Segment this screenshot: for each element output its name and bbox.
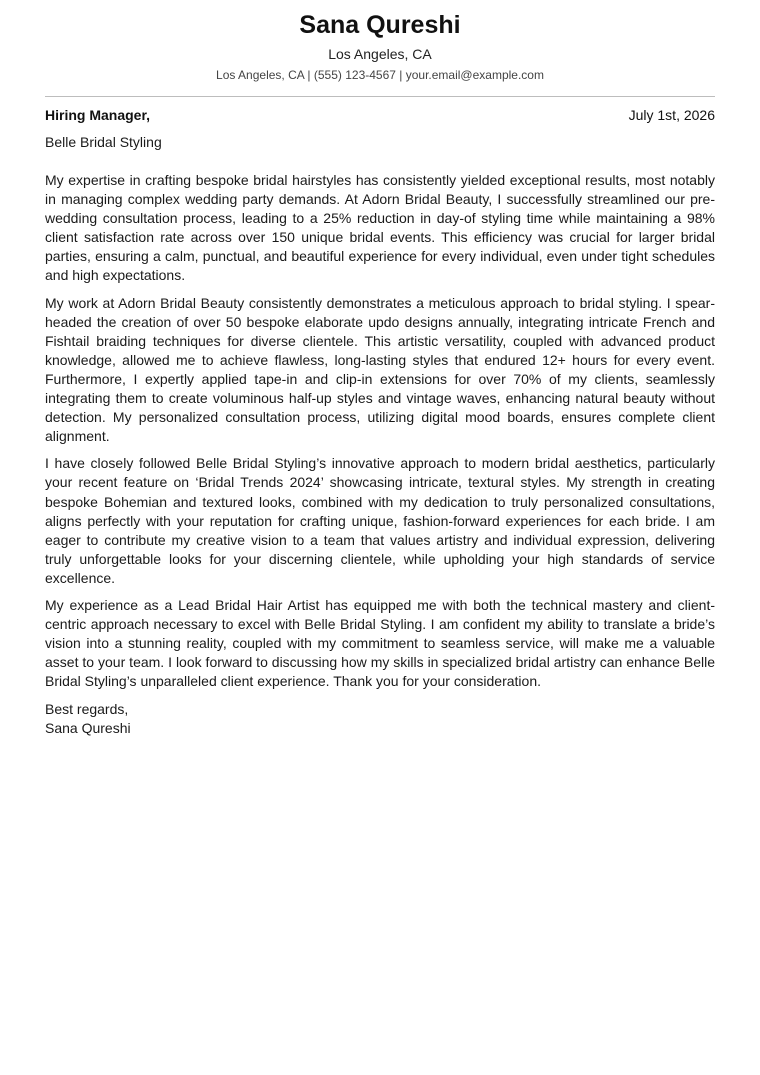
sign-off: Best regards, (45, 701, 129, 718)
contact-line: Los Angeles, CA | (555) 123-4567 | your.email@example.com (216, 68, 544, 82)
company-name: Belle Bridal Styling (45, 134, 162, 150)
signature-name: Sana Qureshi (45, 720, 131, 737)
recipient-date-row (45, 106, 715, 124)
body-paragraph-1: My expertise in crafting bespoke bridal hairstyles has consistently yielded exceptional results, most notably in managing complex wedding party demands. At Adorn Bridal Beauty, I successfully streamlined our pre-wedding consultation process, leading to a 25% reduction in day-of styling time while maintaining a 98% client satisfaction rate across over 150 unique bridal events. This efficiency was crucial for larger bridal parties, ensuring a calm, punctual, and beautiful experience for every individual, even under tight schedules and high expectations. (45, 172, 715, 284)
recipient: Hiring Manager, (45, 107, 151, 123)
applicant-location: Los Angeles, CA (328, 46, 432, 62)
body-paragraph-4: My experience as a Lead Bridal Hair Artist has equipped me with both the technical mastery and client-centric approach necessary to excel with Belle Bridal Styling. I am confident my ability to translate a bride’s vision into a stunning reality, coupled with my commitment to seamless service, will make me a valuable asset to your team. I look forward to discussing how my skills in specialized bridal artistry can enhance Belle Bridal Styling’s unparalleled client experience. Thank you for your consideration. (45, 596, 715, 690)
applicant-name: Sana Qureshi (299, 11, 461, 39)
letter-closing (45, 700, 715, 738)
body-paragraph-3: I have closely followed Belle Bridal Styling’s innovative approach to modern bridal aesthetics, particularly your recent feature on ‘Bridal Trends 2024’ showcasing intricate, textural styles. My strength in creating bespoke Bohemian and textured looks, combined with my dedication to truly personalized consultations, aligns perfectly with your reputation for crafting unique, fashion-forward experiences for each bride. I am eager to contribute my creative vision to a team that values artistry and individual expression, delivering truly unforgettable looks for your discerning clientele, while upholding your high standards of service excellence. (45, 455, 715, 586)
letter-date: July 1st, 2026 (628, 107, 715, 123)
header-divider (45, 96, 715, 97)
letter-header (45, 0, 715, 83)
body-paragraph-2: My work at Adorn Bridal Beauty consistently demonstrates a meticulous approach to bridal styling. I spear-headed the creation of over 50 bespoke elaborate updo designs annually, integrating intricate French and Fishtail braiding techniques for diverse clientele. This artistic versatility, coupled with advanced product knowledge, allowed me to achieve flawless, long-lasting styles that endured 12+ hours for every event. Furthermore, I expertly applied tape-in and clip-in extensions for over 70% of my clients, seamlessly integrating them to create voluminous half-up styles and vintage waves, enhancing natural beauty without detection. My personalized consultation process, utilizing digital mood boards, ensures complete client alignment. (45, 294, 715, 445)
letter-body (45, 171, 715, 691)
